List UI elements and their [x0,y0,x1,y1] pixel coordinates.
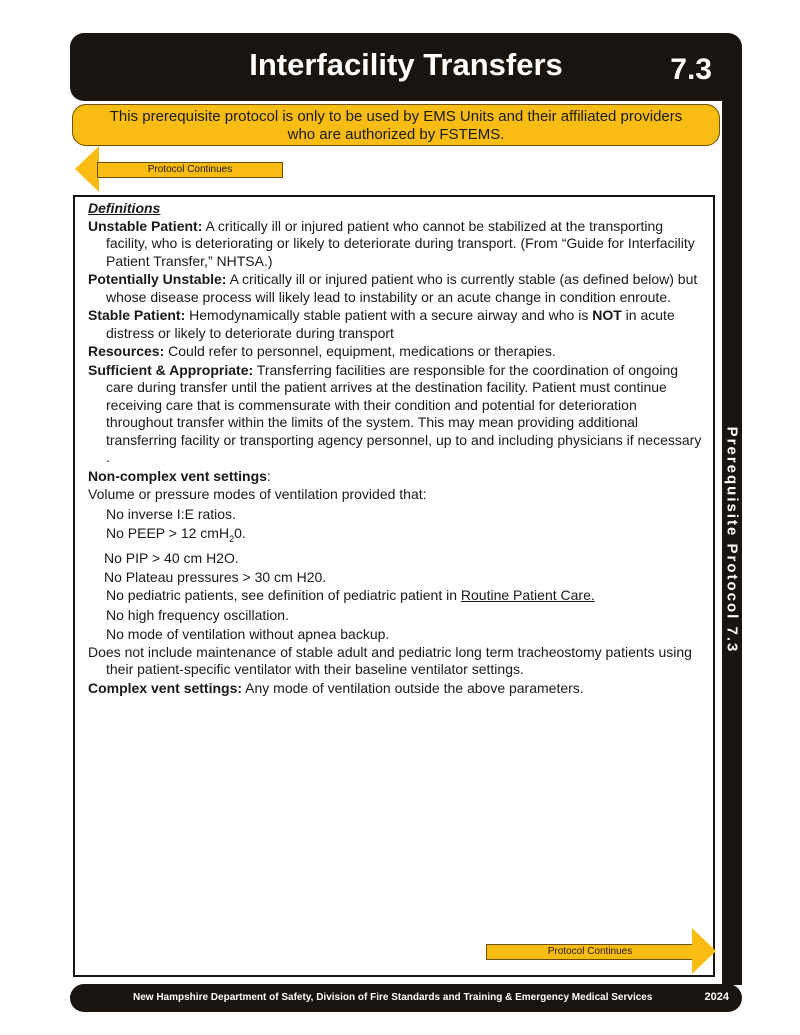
definition-complex-vent [88,680,703,698]
term: Complex vent settings: [88,679,243,696]
term: Resources: [88,343,165,359]
term: Stable Patient: [88,307,186,323]
definitions-box [73,195,715,977]
protocol-number: 7.3 [670,53,712,86]
criterion-plateau: No Plateau pressures > 30 cm H20. [104,568,327,585]
right-arrow-icon [692,928,716,974]
definition-potentially-unstable [88,271,703,306]
definition-sufficient-appropriate [88,362,703,467]
volume-intro: Volume or pressure modes of ventilation provided that: [88,486,427,502]
footer-organization: New Hampshire Department of Safety, Division of Fire Standards and Training & Emergency Medical Services [133,992,653,1003]
left-arrow-icon [75,146,99,192]
criterion-ie-ratio: No inverse I:E ratios. [106,505,236,522]
definition-text: Any mode of ventilation outside the above parameters. [242,679,584,696]
term: Non-complex vent settings [88,467,267,484]
term: Potentially Unstable: [88,271,227,287]
definition-text: Transferring facilities are responsible for the coordination of ongoing care during transfer until the patient arrives at the destination facility. Patient must continue receiving care that is commensurate with their condition and potential for deterioration throughout transfer within the limits of the system. This may mean providing additional transferring facility or transporting agency personnel, up to and including physicians if necessary . [106,361,702,465]
definition-text: Hemodynamically stable patient with a secure airway and who is [185,307,593,323]
definition-stable [88,307,703,342]
definition-resources [88,343,703,361]
notice-banner [72,104,720,146]
definition-text: Could refer to personnel, equipment, medications or therapies. [164,343,556,359]
definition-text: in acute distress or likely to deteriorate during transport [106,307,675,341]
protocol-continues-label: Protocol Continues [97,162,283,178]
criterion-apnea: No mode of ventilation without apnea backup. [106,626,390,643]
emphasis-not: NOT [592,307,622,323]
protocol-continues-next-arrow[interactable] [486,928,716,974]
page-title: Interfacility Transfers [249,47,563,82]
criterion-pediatric: No pediatric patients, see definition of pediatric patient in Routine Patient Care. [106,587,595,604]
notice-line-2: who are authorized by FSTEMS. [287,126,505,143]
protocol-continues-back-arrow[interactable] [75,146,285,192]
criterion-pip: No PIP > 40 cm H2O. [104,550,239,567]
routine-patient-care-link[interactable]: Routine Patient Care. [460,587,595,604]
definition-unstable [88,218,703,271]
definitions-heading: Definitions [88,200,161,216]
definition-noncomplex-vent: Non-complex vent settings: [88,467,271,484]
criterion-peep: No PEEP > 12 cmH$_2$0. [106,525,246,544]
notice-line-1: This prerequisite protocol is only to be used by EMS Units and their affiliated providers [109,108,683,125]
side-label: Prerequisite Protocol 7.3 [723,426,741,654]
term: Unstable Patient: [88,217,203,234]
tracheostomy-note: Does not include maintenance of stable adult and pediatric long term tracheostomy patients using their patient-specific ventilator with their baseline ventilator settings. [88,643,692,678]
criterion-hfo: No high frequency oscillation. [106,606,289,623]
term: Sufficient & Appropriate: [88,361,254,378]
protocol-continues-label: Protocol Continues [486,944,694,960]
definition-text: A critically ill or injured patient who is currently stable (as defined below) but whose disease process will likely lead to instability or an acute change in condition enroute. [106,271,698,305]
footer-year: 2024 [704,991,729,1003]
page-header [70,33,742,101]
page-footer [70,984,742,1012]
definition-text: A critically ill or injured patient who cannot be stabilized at the transporting facility, who is deteriorating or likely to deteriorate during transport. (From “Guide for Interfacility Patient Transfer,” NHTSA.) [106,217,695,269]
